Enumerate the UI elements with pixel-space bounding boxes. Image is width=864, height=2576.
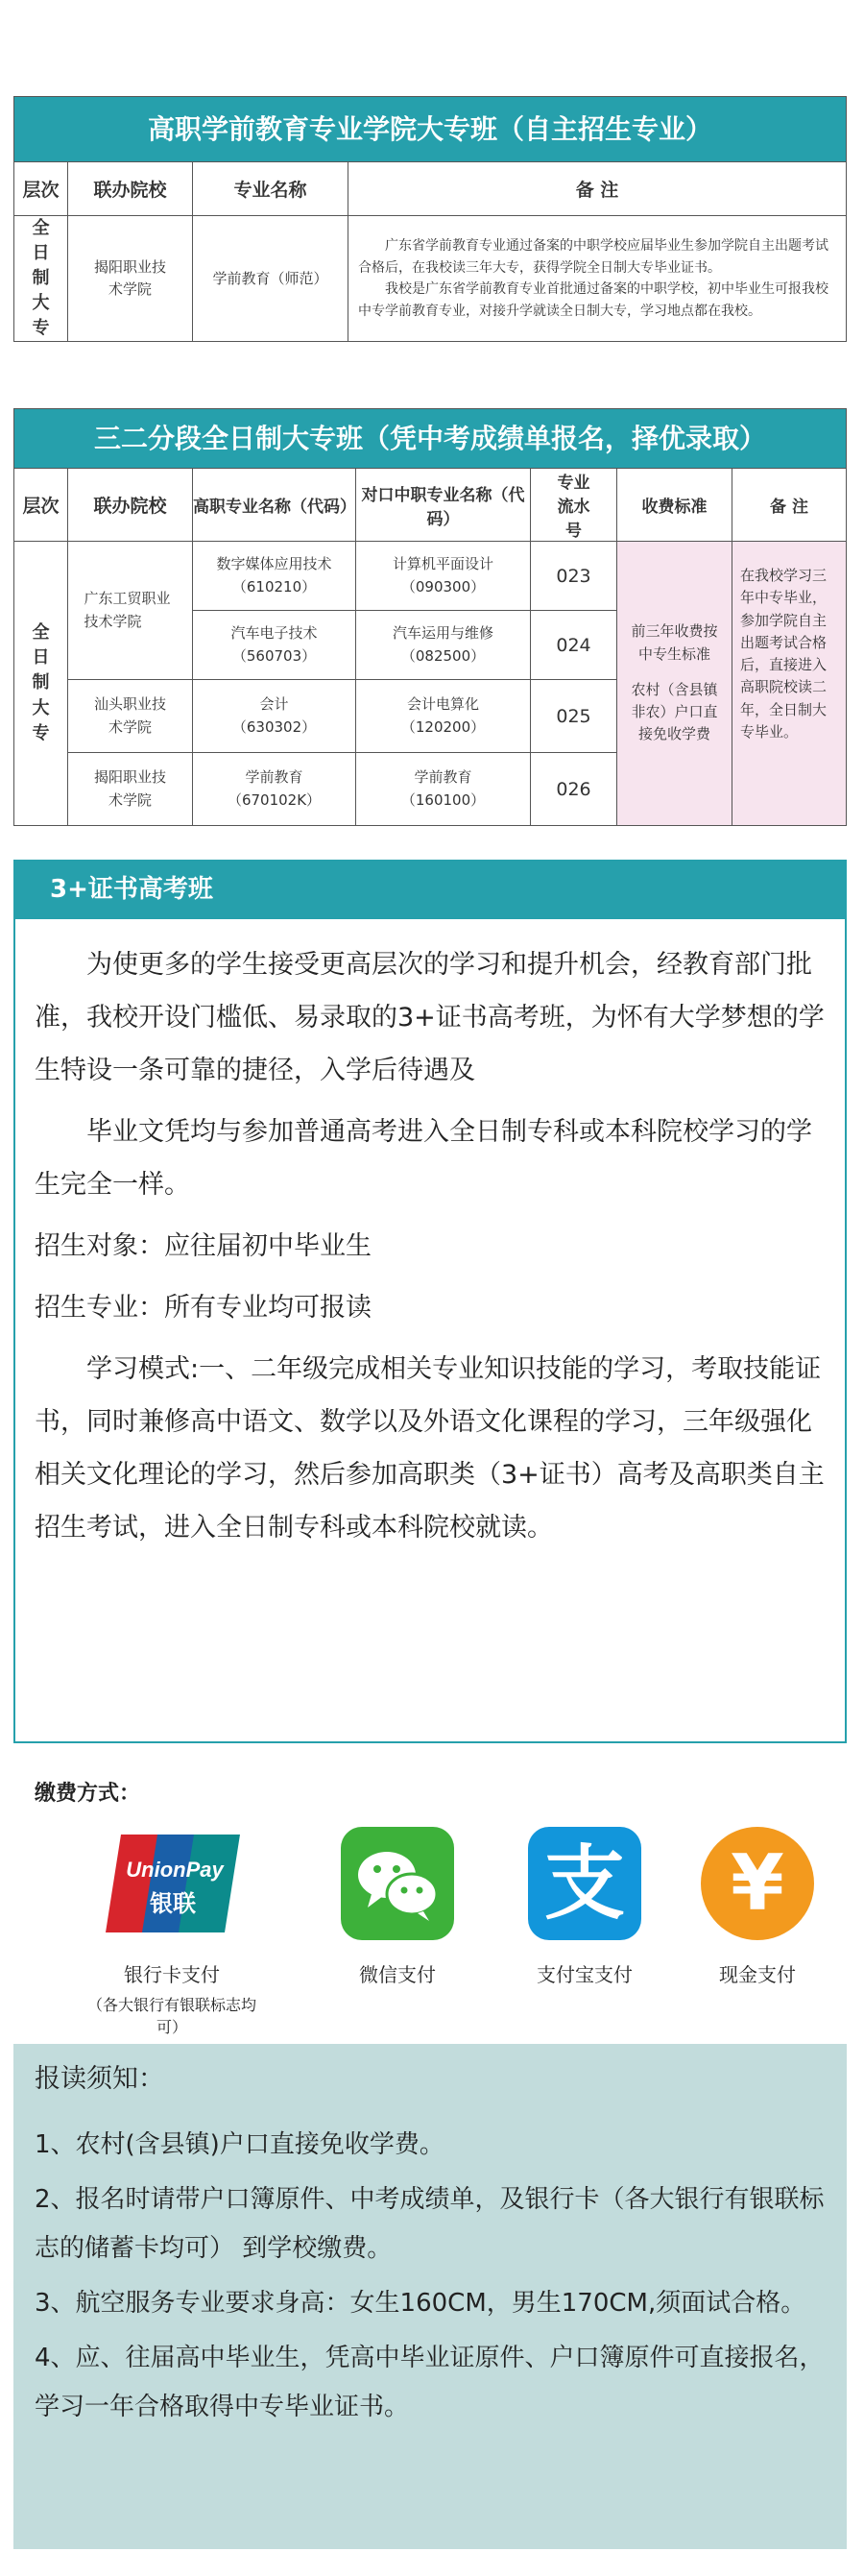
paragraph-diploma: 毕业文凭均与参加普通高考进入全日制专科或本科院校学习的学生完全一样。 <box>35 1117 812 1200</box>
paragraph-majors: 招生专业：所有专业均可报读 <box>35 1293 372 1323</box>
wechat-icon <box>341 1827 454 1940</box>
secondary-major-cell: 学前教育 （160100） <box>356 753 531 826</box>
unionpay-icon <box>100 1827 244 1940</box>
pay-cash-label: 现金支付 <box>719 1963 796 1986</box>
note-cell: 在我校学习三年中专毕业，参加学院自主出题考试合格后，直接进入高职院校读二年，全日制大专毕业。 <box>732 542 847 826</box>
payment-section <box>13 1777 847 2036</box>
serial-cell: 026 <box>531 753 617 826</box>
header-note: 备 注 <box>732 469 847 542</box>
note-paragraph-2: 我校是广东省学前教育专业首批通过备案的中职学校，初中毕业生可报我校中专学前教育专业，对接升学就读全日制大专，学习地点都在我校。 <box>358 281 828 319</box>
serial-cell: 025 <box>531 680 617 753</box>
paragraph-intro: 为使更多的学生接受更高层次的学习和提升机会，经教育部门批准，我校开设门槛低、易录取的3+证书高考班，为怀有大学梦想的学生特设一条可靠的捷径，入学后待遇及 <box>35 950 825 1085</box>
fee-cell: 前三年收费按中专生标准 农村（含县镇非农）户口直接免收学费 <box>617 542 732 826</box>
header-layer: 层次 <box>14 469 68 542</box>
major-cell: 数字媒体应用技术 （610210） <box>193 542 356 611</box>
note-item: 4、应、往届高中毕业生，凭高中毕业证原件、户口簿原件可直接报名，学习一年合格取得中专毕业证书。 <box>35 2344 825 2421</box>
notes-list <box>35 2121 826 2438</box>
note-cell <box>348 216 847 342</box>
alipay-icon: 支 <box>528 1827 641 1940</box>
section-three-two-college <box>13 408 847 826</box>
pay-bank-card[interactable] <box>81 1827 263 2037</box>
header-serial: 专业流水号 <box>531 469 617 542</box>
svg-text:UnionPay: UnionPay <box>126 1858 224 1882</box>
note-item: 3、航空服务专业要求身高：女生160CM，男生170CM,须面试合格。 <box>35 2289 806 2318</box>
header-layer: 层次 <box>14 162 68 216</box>
serial-cell: 023 <box>531 542 617 611</box>
school-cell: 揭阳职业技术学院 <box>68 216 193 342</box>
secondary-major-cell: 汽车运用与维修 （082500） <box>356 611 531 680</box>
note-paragraph-1: 广东省学前教育专业通过备案的中职学校应届毕业生参加学院自主出题考试合格后，在我校读三年大专，获得学院全日制大专毕业证书。 <box>358 238 828 276</box>
major-cell: 学前教育（师范） <box>193 216 348 342</box>
pay-wechat-label: 微信支付 <box>359 1963 436 1986</box>
section2-table <box>13 468 847 826</box>
payment-title: 缴费方式： <box>35 1782 141 1806</box>
note-item: 1、农村(含县镇)户口直接免收学费。 <box>35 2130 444 2159</box>
major-cell: 学前教育 （670102K） <box>193 753 356 826</box>
secondary-major-cell: 会计电算化 （120200） <box>356 680 531 753</box>
section1-title: 高职学前教育专业学院大专班（自主招生专业） <box>13 96 847 161</box>
note-item: 2、报名时请带户口簿原件、中考成绩单，及银行卡（各大银行有银联标志的储蓄卡均可） 到学校缴费。 <box>35 2185 825 2263</box>
header-fee: 收费标准 <box>617 469 732 542</box>
pay-bank-label: 银行卡支付 <box>124 1963 220 1986</box>
pay-alipay[interactable] <box>493 1827 676 1987</box>
cash-icon: ¥ <box>701 1827 814 1940</box>
section2-title: 三二分段全日制大专班（凭中考成绩单报名，择优录取） <box>13 408 847 468</box>
serial-cell: 024 <box>531 611 617 680</box>
major-cell: 汽车电子技术 （560703） <box>193 611 356 680</box>
header-major: 专业名称 <box>193 162 348 216</box>
layer-cell: 全日制大专 <box>14 542 68 826</box>
pay-wechat[interactable] <box>306 1827 489 1987</box>
header-college-major: 高职专业名称（代码） <box>193 469 356 542</box>
section-certificate-exam-class <box>13 860 847 1743</box>
section3-body <box>35 938 826 1563</box>
paragraph-target: 招生对象：应往届初中毕业生 <box>35 1231 372 1261</box>
notes-title: 报读须知： <box>35 2064 164 2094</box>
layer-cell: 全日制大专 <box>14 216 68 342</box>
header-school: 联办院校 <box>68 162 193 216</box>
pay-bank-sub: （各大银行有银联标志均可） <box>86 1996 256 2036</box>
section1-table <box>13 161 847 342</box>
school-cell: 揭阳职业技术学院 <box>68 753 193 826</box>
secondary-major-cell: 计算机平面设计 （090300） <box>356 542 531 611</box>
header-school: 联办院校 <box>68 469 193 542</box>
section3-title: 3+证书高考班 <box>13 860 847 919</box>
pay-cash[interactable] <box>666 1827 849 1987</box>
header-note: 备 注 <box>348 162 847 216</box>
svg-text:银联: 银联 <box>150 1890 196 1917</box>
major-cell: 会计 （630302） <box>193 680 356 753</box>
enrollment-notes <box>13 2044 847 2549</box>
header-secondary-major: 对口中职专业名称（代码） <box>356 469 531 542</box>
section-academy-college <box>13 96 847 342</box>
paragraph-study-mode: 学习模式:一、二年级完成相关专业知识技能的学习，考取技能证书，同时兼修高中语文、数学以及外语文化课程的学习，三年级强化相关文化理论的学习，然后参加高职类（3+证书）高考及高职类自主招生考试，进入全日制专科或本科院校就读。 <box>35 1354 825 1543</box>
school-cell: 广东工贸职业技术学院 <box>68 542 193 680</box>
school-cell: 汕头职业技术学院 <box>68 680 193 753</box>
pay-alipay-label: 支付宝支付 <box>537 1963 633 1986</box>
